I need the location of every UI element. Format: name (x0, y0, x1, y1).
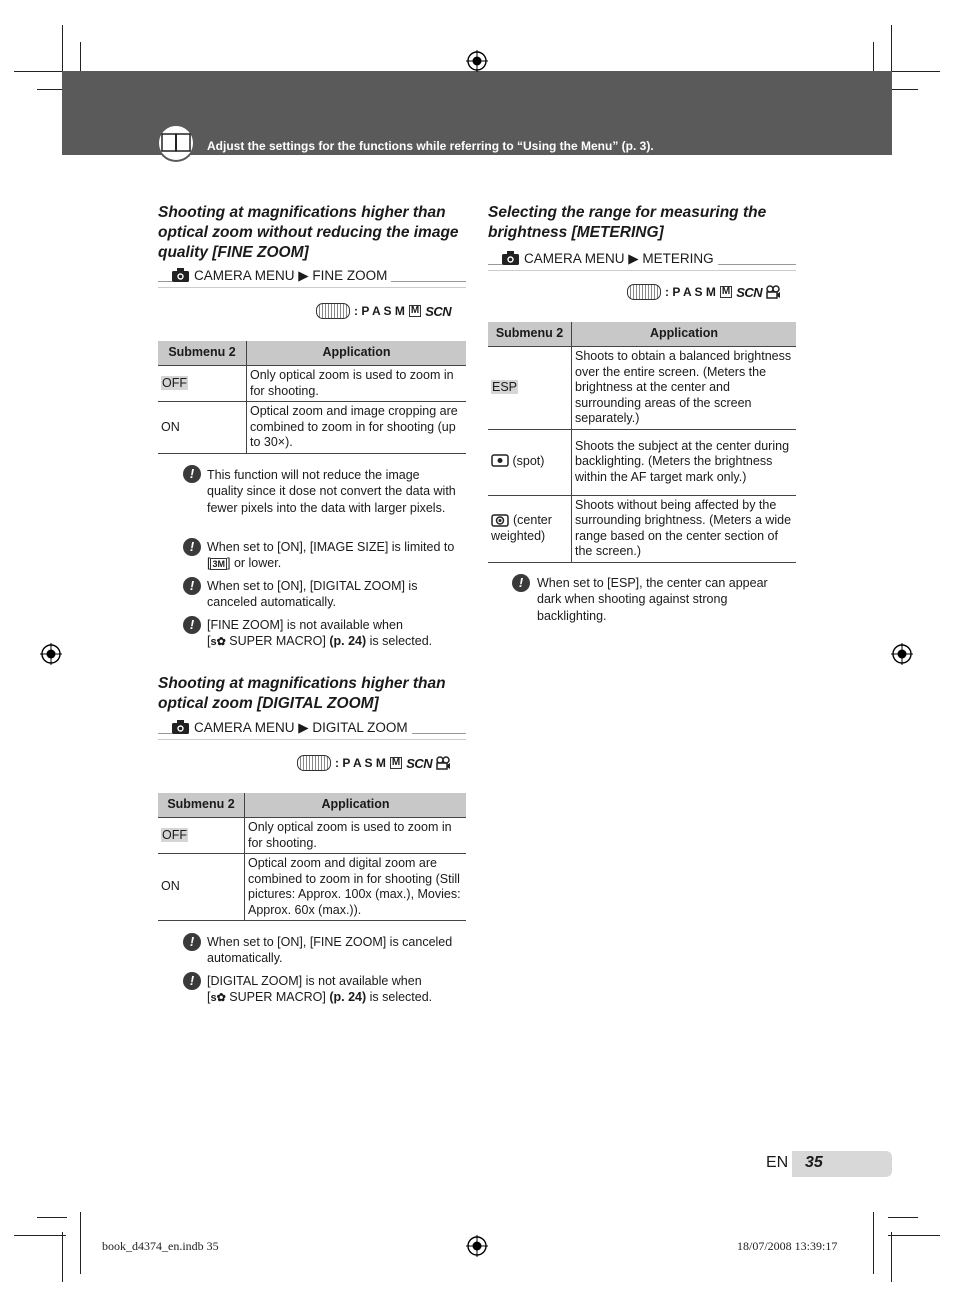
note-segment: SUPER MACRO] (225, 990, 330, 1005)
metering-table (488, 322, 796, 563)
my-mode-icon: M (391, 757, 401, 768)
footer-datetime: 18/07/2008 13:39:17 (737, 1239, 838, 1253)
note-segment: [ (207, 990, 211, 1005)
note-segment: is selected. (366, 990, 433, 1005)
table-row (488, 495, 796, 562)
table-row (158, 818, 466, 854)
table-header-application: Application (247, 341, 467, 366)
table-row (158, 402, 466, 454)
scn-mode-label: SCN (406, 755, 433, 771)
submenu-value: (center weighted) (491, 513, 552, 543)
caution-icon: ! (183, 577, 201, 595)
crop-mark (62, 25, 63, 75)
note-segment: ] or lower. (227, 556, 282, 571)
fine-zoom-table (158, 341, 466, 454)
movie-mode-icon (436, 756, 451, 770)
table-header-submenu: Submenu 2 (158, 341, 247, 366)
mode-letters: : P A S M (335, 756, 386, 770)
table-header-submenu: Submenu 2 (158, 793, 245, 818)
note-text (207, 539, 465, 572)
table-row (158, 854, 466, 921)
book-icon (156, 124, 198, 162)
application-text: Shoots the subject at the center during backlighting. (Meters the brightness within the AF target mark only.) (572, 429, 797, 495)
section-title-digital-zoom: Shooting at magnifications higher than optical zoom [DIGITAL ZOOM] (158, 675, 446, 712)
note-segment: SUPER MACRO] (225, 634, 330, 649)
crop-mark (891, 25, 892, 75)
registration-mark-icon (466, 1235, 488, 1257)
note-segment: [FINE ZOOM] is not available when (207, 618, 403, 632)
crop-mark (891, 1232, 892, 1282)
crop-mark (888, 71, 940, 72)
caution-icon: ! (183, 972, 201, 990)
submenu-value: ON (158, 854, 245, 921)
table-header-application: Application (572, 322, 797, 347)
crop-mark (80, 1212, 81, 1274)
mode-dial-icon (316, 303, 350, 319)
mode-dial-icon (627, 284, 661, 300)
crop-mark (888, 1217, 918, 1218)
crop-mark (888, 89, 918, 90)
table-header-submenu: Submenu 2 (488, 322, 572, 347)
application-text: Only optical zoom is used to zoom in for shooting. (247, 366, 467, 402)
section-title-fine-zoom: Shooting at magnifications higher than optical zoom without reducing the image quality [FINE ZOOM] (158, 204, 459, 261)
menu-path-text: CAMERA MENU ▶ FINE ZOOM (194, 268, 388, 283)
note-text: When set to [ON], [FINE ZOOM] is canceled automatically. (207, 935, 453, 966)
submenu-value: OFF (162, 375, 187, 390)
crop-mark (62, 1232, 63, 1282)
language-label: EN (766, 1154, 789, 1171)
table-row (488, 347, 796, 430)
mode-availability (297, 755, 451, 771)
caution-icon: ! (512, 574, 530, 592)
caution-icon: ! (183, 616, 201, 634)
submenu-value: (spot) (512, 454, 545, 469)
my-mode-icon: M (410, 305, 420, 316)
note-segment: When set to [ON], [IMAGE SIZE] is limited to [ (207, 540, 455, 571)
mode-letters: : P A S M (354, 304, 405, 318)
page-reference: (p. 24) (329, 634, 367, 649)
mode-letters: : P A S M (665, 285, 716, 299)
caution-icon: ! (183, 465, 201, 483)
menu-path-metering (502, 251, 718, 267)
page-reference: (p. 24) (329, 990, 367, 1005)
note-segment: [DIGITAL ZOOM] is not available when (207, 974, 422, 988)
crop-mark (37, 1217, 67, 1218)
page-number: 35 (805, 1154, 823, 1171)
image-size-3m-icon: 3M (212, 559, 225, 570)
crop-mark (873, 1212, 874, 1274)
note-text: When set to [ON], [DIGITAL ZOOM] is canceled automatically. (207, 579, 418, 610)
super-macro-icon: s✿ (210, 636, 226, 649)
caution-icon: ! (183, 933, 201, 951)
note-text: When set to [ESP], the center can appear dark when shooting against strong backlighting. (537, 576, 768, 623)
mode-availability (627, 284, 781, 300)
note-segment: [ (207, 634, 211, 649)
menu-path-text: CAMERA MENU ▶ DIGITAL ZOOM (194, 720, 408, 735)
table-row (488, 429, 796, 495)
crop-mark (888, 1235, 940, 1236)
note-text (207, 617, 465, 651)
table-row (158, 366, 466, 402)
application-text: Shoots to obtain a balanced brightness over the entire screen. (Meters the brightness at the center and surrounding areas of the screen separately.) (572, 347, 797, 430)
application-text: Optical zoom and image cropping are combined to zoom in for shooting (up to 30×). (247, 402, 467, 454)
submenu-value: ESP (492, 380, 518, 394)
caution-icon: ! (183, 538, 201, 556)
camera-icon (502, 251, 519, 265)
submenu-value: OFF (162, 827, 187, 842)
my-mode-icon: M (721, 286, 731, 297)
super-macro-icon: s✿ (210, 992, 226, 1005)
digital-zoom-table (158, 793, 466, 921)
menu-path-fine-zoom (172, 268, 391, 284)
footer-file: book_d4374_en.indb 35 (102, 1239, 219, 1253)
scn-mode-label: SCN (736, 284, 763, 300)
center-weighted-metering-icon (491, 514, 509, 527)
submenu-value: ON (158, 402, 247, 454)
spot-metering-icon (491, 454, 509, 467)
note-text (207, 973, 465, 1007)
scn-mode-label: SCN (425, 303, 452, 319)
movie-mode-icon (766, 285, 781, 299)
camera-icon (172, 720, 189, 734)
menu-path-digital-zoom (172, 720, 412, 736)
mode-availability (316, 303, 451, 319)
note-segment: is selected. (366, 634, 433, 649)
registration-mark-icon (40, 643, 62, 665)
table-header-application: Application (245, 793, 467, 818)
note-text: This function will not reduce the image quality since it dose not convert the data with fewer pixels into the data with larger pixels. (207, 468, 456, 515)
crop-mark (14, 71, 66, 72)
application-text: Shoots without being affected by the surrounding brightness. (Meters a wide range based on the center section of the screen.) (572, 495, 797, 562)
section-title-metering: Selecting the range for measuring the brightness [METERING] (488, 204, 767, 241)
mode-dial-icon (297, 755, 331, 771)
header-instruction: Adjust the settings for the functions while referring to “Using the Menu” (p. 3). (207, 139, 654, 153)
camera-icon (172, 268, 189, 282)
crop-mark (14, 1235, 66, 1236)
menu-path-text: CAMERA MENU ▶ METERING (524, 251, 714, 266)
application-text: Optical zoom and digital zoom are combined to zoom in for shooting (Still pictures: Approx. 100x (max.), Movies: Approx. 60x (max.)). (245, 854, 467, 921)
registration-mark-icon (891, 643, 913, 665)
application-text: Only optical zoom is used to zoom in for shooting. (245, 818, 467, 854)
registration-mark-icon (466, 50, 488, 72)
